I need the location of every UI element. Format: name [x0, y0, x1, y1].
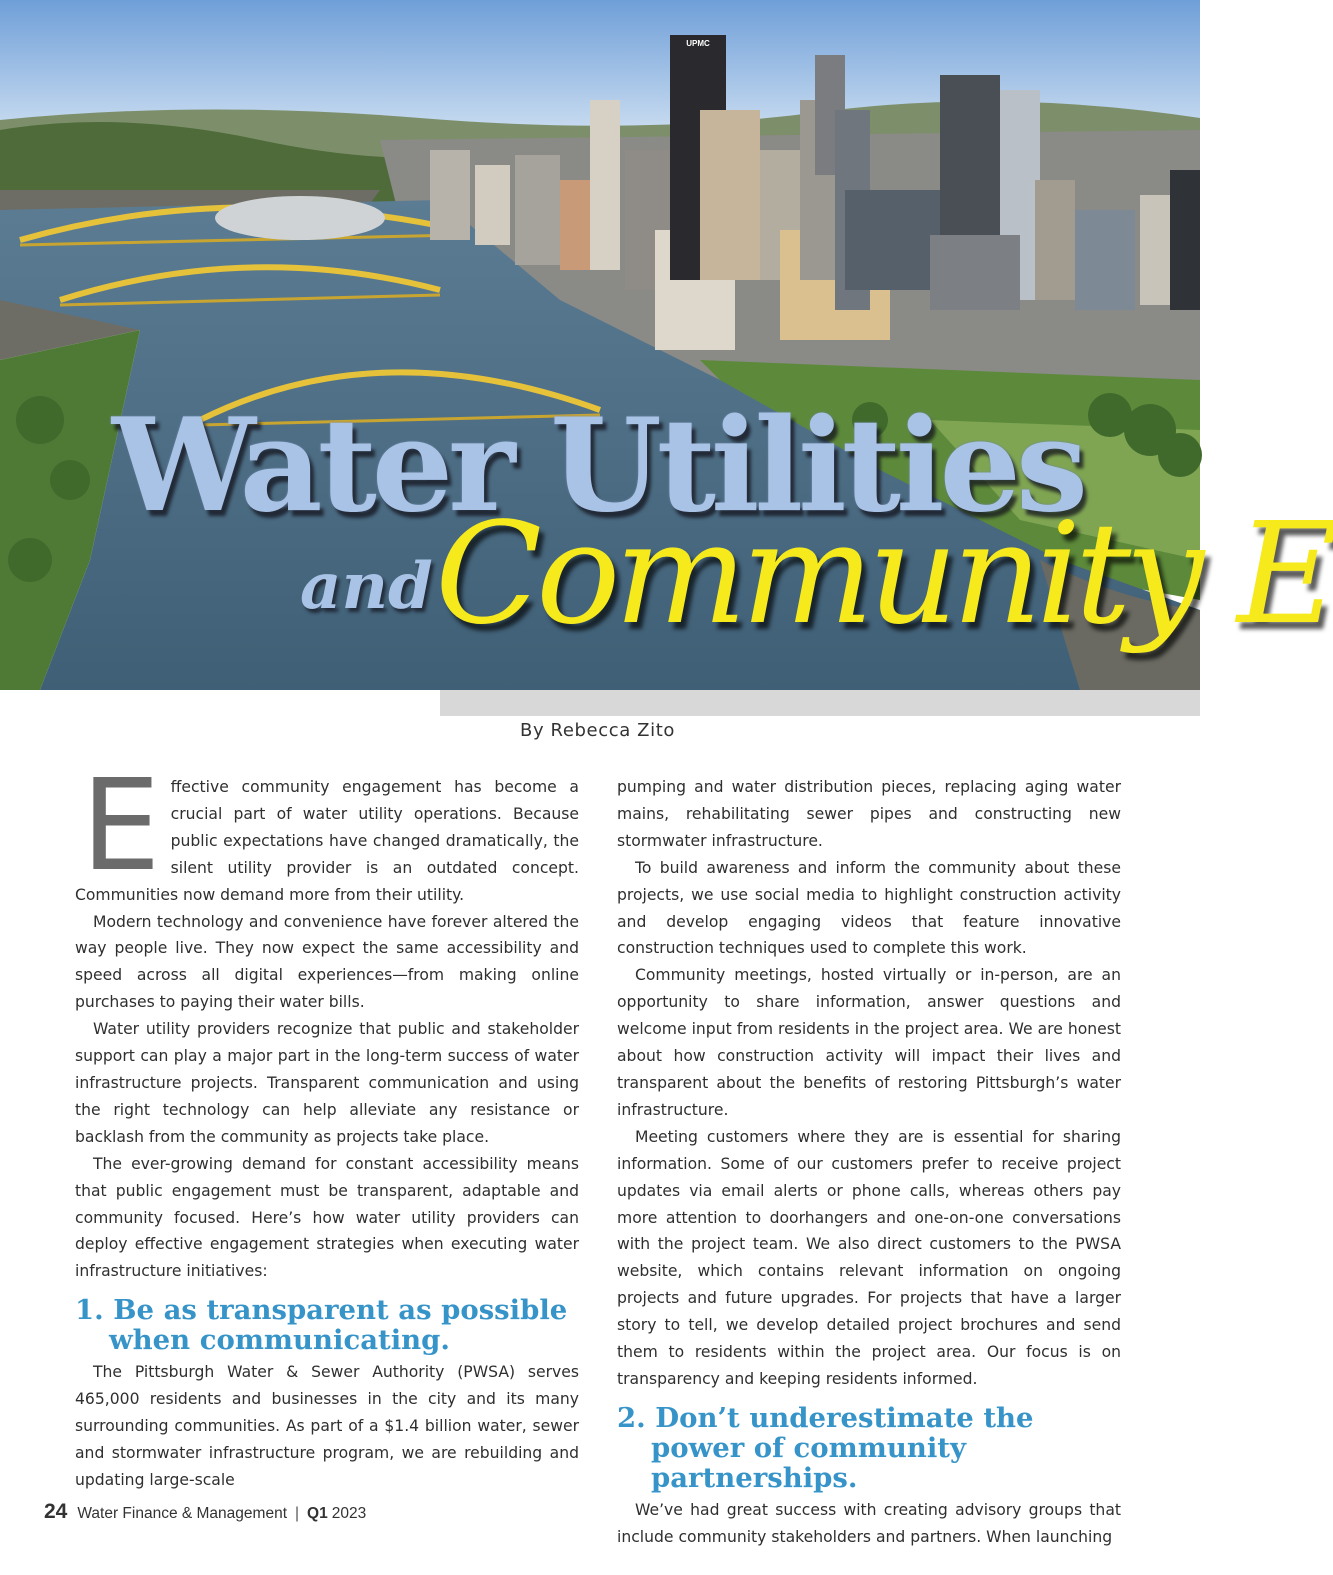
publication-name: Water Finance & Management: [77, 1505, 287, 1522]
issue-quarter: Q1: [307, 1505, 328, 1522]
article-column-left: [75, 752, 579, 1494]
article-column-right: [617, 774, 1121, 1551]
page-footer: [44, 1500, 366, 1526]
body-paragraph: We’ve had great success with creating advisory groups that include community stakeholders and partners. When launching: [617, 1500, 1121, 1546]
headline-community-script: Community E: [435, 493, 1333, 656]
lead-paragraph: [75, 752, 579, 909]
body-paragraph: Water utility providers recognize that public and stakeholder support can play a major part in the long-term success of water infrastructure projects. Transparent communication and using the right technology can help alleviate any resistance or backlash from the community as projects take place.: [75, 1020, 579, 1146]
section-heading-1: 1. Be as transparent as possible when communicating.: [75, 1294, 568, 1357]
drop-cap: E: [81, 752, 161, 899]
body-paragraph: The ever-growing demand for constant accessibility means that public engagement must be transparent, adaptable and community focused. Here’s how water utility providers can deploy effective engagement strategies when executing water infrastructure initiatives:: [75, 1154, 579, 1281]
headline-water-utilities: Water Utilities: [112, 391, 1083, 541]
hero-gray-bar: [440, 690, 1200, 716]
byline: By Rebecca Zito: [520, 720, 675, 741]
body-paragraph: To build awareness and inform the community about these projects, we use social media to highlight construction activity and develop engaging videos that feature innovative construction techniques used to complete this work.: [617, 858, 1121, 958]
upmc-sign: UPMC: [686, 39, 710, 48]
lead-text: ffective community engagement has become a crucial part of water utility operations. Because public expectations have changed dramatically, the silent utility provider is an outdated concept. Communities now demand more from their utility.: [75, 778, 579, 904]
headline-and: and: [300, 549, 433, 624]
section-heading-2: 2. Don’t underestimate the power of community partnerships.: [617, 1401, 1034, 1494]
body-paragraph: pumping and water distribution pieces, replacing aging water mains, rehabilitating sewer pipes and constructing new stormwater infrastructure.: [617, 778, 1121, 850]
page-number: 24: [44, 1500, 68, 1523]
body-paragraph: The Pittsburgh Water & Sewer Authority (PWSA) serves 465,000 residents and businesses in the city and its many surrounding communities. As part of a $1.4 billion water, sewer and stormwater infrastructure program, we are rebuilding and updating large-scale: [75, 1363, 579, 1489]
body-paragraph: Meeting customers where they are is essential for sharing information. Some of our customers prefer to receive project updates via email alerts or phone calls, whereas others pay more attention to doorhangers and one-on-one conversations with the project team. We also direct customers to the PWSA website, which contains relevant information on ongoing projects and future upgrades. For projects that have a larger story to tell, we develop detailed project brochures and send them to residents within the project area. Our focus is on transparency and keeping residents informed.: [617, 1127, 1121, 1388]
hero-photo: [0, 0, 1333, 690]
body-paragraph: Modern technology and convenience have forever altered the way people live. They now expect the same accessibility and speed across all digital experiences—from making online purchases to paying their water bills.: [75, 912, 579, 1012]
footer-separator: |: [295, 1505, 300, 1522]
body-paragraph: Community meetings, hosted virtually or in-person, are an opportunity to share information, answer questions and welcome input from residents in the project area. We are honest about how construction activity will impact their lives and transparent about the benefits of restoring Pittsburgh’s water infrastructure.: [617, 966, 1121, 1119]
issue-year: 2023: [331, 1505, 367, 1522]
